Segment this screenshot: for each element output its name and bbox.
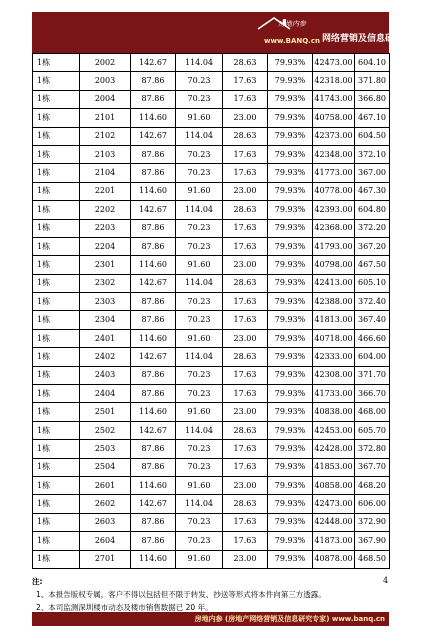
table-cell: 79.93% [268, 237, 313, 255]
table-cell: 372.20 [355, 219, 390, 237]
table-cell: 91.60 [176, 182, 223, 200]
table-cell: 70.23 [176, 72, 223, 90]
table-cell: 1栋 [33, 72, 80, 90]
table-cell: 17.63 [223, 293, 268, 311]
table-cell: 1栋 [33, 219, 80, 237]
table-cell: 114.60 [131, 182, 176, 200]
table-cell: 42348.00 [313, 145, 355, 163]
table-cell: 70.23 [176, 293, 223, 311]
table-cell: 42393.00 [313, 201, 355, 219]
table-cell: 2604 [80, 532, 131, 550]
table-cell: 79.93% [268, 293, 313, 311]
table-cell: 142.67 [131, 348, 176, 366]
table-cell: 2301 [80, 256, 131, 274]
header-slogan: 网络营销及信息研究专家 [322, 34, 422, 44]
table-cell: 28.63 [223, 127, 268, 145]
table-cell: 1栋 [33, 127, 80, 145]
table-cell: 1栋 [33, 476, 80, 494]
table-cell: 40718.00 [313, 329, 355, 347]
table-row [33, 440, 390, 458]
table-cell: 42308.00 [313, 366, 355, 384]
table-cell: 2003 [80, 72, 131, 90]
notes-block [32, 575, 382, 614]
table-cell: 1栋 [33, 513, 80, 531]
table-cell: 79.93% [268, 421, 313, 439]
table-cell: 114.04 [176, 274, 223, 292]
table-cell: 142.67 [131, 495, 176, 513]
table-cell: 79.93% [268, 385, 313, 403]
table-cell: 2204 [80, 237, 131, 255]
table-cell: 91.60 [176, 403, 223, 421]
table-cell: 17.63 [223, 164, 268, 182]
table-cell: 367.90 [355, 532, 390, 550]
table-cell: 41773.00 [313, 164, 355, 182]
table-cell: 70.23 [176, 385, 223, 403]
table-cell: 2201 [80, 182, 131, 200]
table-cell: 114.04 [176, 421, 223, 439]
table-cell: 2504 [80, 458, 131, 476]
table-cell: 87.86 [131, 164, 176, 182]
table-cell: 1栋 [33, 256, 80, 274]
table-cell: 41743.00 [313, 90, 355, 108]
table-cell: 42318.00 [313, 72, 355, 90]
table-cell: 467.50 [355, 256, 390, 274]
table-cell: 2403 [80, 366, 131, 384]
table-cell: 42428.00 [313, 440, 355, 458]
note-line: 1、本报告版权专属，客户不得以包括但不限于转发、抄送等形式将本件向第三方透露。 [36, 590, 326, 599]
table-cell: 468.50 [355, 550, 390, 568]
table-row [33, 421, 390, 439]
table-cell: 467.10 [355, 109, 390, 127]
table-cell: 2601 [80, 476, 131, 494]
table-row [33, 54, 390, 72]
table-cell: 605.70 [355, 421, 390, 439]
table-cell: 40758.00 [313, 109, 355, 127]
table-cell: 114.04 [176, 348, 223, 366]
table-cell: 17.63 [223, 458, 268, 476]
table-row [33, 201, 390, 219]
table-cell: 23.00 [223, 329, 268, 347]
table-cell: 1栋 [33, 293, 80, 311]
table-cell: 87.86 [131, 237, 176, 255]
table-cell: 366.80 [355, 90, 390, 108]
table-cell: 371.80 [355, 72, 390, 90]
table-cell: 17.63 [223, 311, 268, 329]
table-row [33, 366, 390, 384]
table-row [33, 476, 390, 494]
table-cell: 1栋 [33, 237, 80, 255]
table-cell: 42448.00 [313, 513, 355, 531]
table-cell: 87.86 [131, 458, 176, 476]
table-cell: 28.63 [223, 274, 268, 292]
table-row [33, 532, 390, 550]
table-cell: 367.20 [355, 237, 390, 255]
table-cell: 87.86 [131, 72, 176, 90]
table-row [33, 458, 390, 476]
table-cell: 23.00 [223, 550, 268, 568]
table-cell: 79.93% [268, 90, 313, 108]
table-cell: 17.63 [223, 72, 268, 90]
table-cell: 1栋 [33, 329, 80, 347]
table-cell: 70.23 [176, 145, 223, 163]
table-cell: 23.00 [223, 476, 268, 494]
table-cell: 366.70 [355, 385, 390, 403]
table-row [33, 219, 390, 237]
table-cell: 2202 [80, 201, 131, 219]
table-cell: 79.93% [268, 550, 313, 568]
table-cell: 79.93% [268, 329, 313, 347]
table-cell: 79.93% [268, 54, 313, 72]
table-cell: 1栋 [33, 109, 80, 127]
table-cell: 40838.00 [313, 403, 355, 421]
table-cell: 28.63 [223, 495, 268, 513]
table-row [33, 256, 390, 274]
table-cell: 91.60 [176, 476, 223, 494]
table-cell: 1栋 [33, 495, 80, 513]
table-cell: 42473.00 [313, 495, 355, 513]
table-cell: 367.40 [355, 311, 390, 329]
table-cell: 114.04 [176, 495, 223, 513]
table-cell: 1栋 [33, 182, 80, 200]
table-cell: 2503 [80, 440, 131, 458]
table-cell: 2304 [80, 311, 131, 329]
table-cell: 2102 [80, 127, 131, 145]
table-cell: 114.60 [131, 329, 176, 347]
table-cell: 1栋 [33, 274, 80, 292]
table-cell: 2004 [80, 90, 131, 108]
table-cell: 114.60 [131, 550, 176, 568]
table-cell: 70.23 [176, 219, 223, 237]
unit-price-table [32, 53, 390, 569]
table-cell: 40778.00 [313, 182, 355, 200]
table-cell: 79.93% [268, 513, 313, 531]
table-row [33, 495, 390, 513]
table-cell: 70.23 [176, 513, 223, 531]
table-cell: 371.70 [355, 366, 390, 384]
table-cell: 41813.00 [313, 311, 355, 329]
table-cell: 17.63 [223, 366, 268, 384]
table-cell: 79.93% [268, 495, 313, 513]
table-cell: 41853.00 [313, 458, 355, 476]
table-cell: 1栋 [33, 90, 80, 108]
table-cell: 17.63 [223, 219, 268, 237]
table-cell: 604.50 [355, 127, 390, 145]
notes-title: 注: [32, 577, 43, 586]
table-row [33, 127, 390, 145]
table-row [33, 293, 390, 311]
table-cell: 40878.00 [313, 550, 355, 568]
table-cell: 70.23 [176, 164, 223, 182]
table-cell: 1栋 [33, 145, 80, 163]
table-cell: 87.86 [131, 219, 176, 237]
table-cell: 1栋 [33, 403, 80, 421]
table-cell: 1栋 [33, 366, 80, 384]
table-cell: 79.93% [268, 476, 313, 494]
table-cell: 23.00 [223, 182, 268, 200]
table-row [33, 109, 390, 127]
site-url: www.BANQ.cn [264, 37, 320, 45]
table-cell: 2401 [80, 329, 131, 347]
table-cell: 79.93% [268, 366, 313, 384]
table-cell: 42473.00 [313, 54, 355, 72]
table-cell: 79.93% [268, 348, 313, 366]
table-row [33, 329, 390, 347]
table-cell: 1栋 [33, 164, 80, 182]
table-cell: 372.40 [355, 293, 390, 311]
table-row [33, 72, 390, 90]
table-cell: 70.23 [176, 311, 223, 329]
table-cell: 142.67 [131, 274, 176, 292]
table-cell: 79.93% [268, 458, 313, 476]
table-cell: 70.23 [176, 366, 223, 384]
table-cell: 1栋 [33, 421, 80, 439]
table-cell: 79.93% [268, 109, 313, 127]
table-cell: 2002 [80, 54, 131, 72]
table-cell: 70.23 [176, 458, 223, 476]
table-row [33, 403, 390, 421]
table-cell: 467.30 [355, 182, 390, 200]
table-cell: 79.93% [268, 274, 313, 292]
table-cell: 605.10 [355, 274, 390, 292]
table-cell: 87.86 [131, 90, 176, 108]
table-cell: 79.93% [268, 440, 313, 458]
table-row [33, 348, 390, 366]
table-cell: 79.93% [268, 532, 313, 550]
table-row [33, 311, 390, 329]
table-cell: 28.63 [223, 201, 268, 219]
table-cell: 79.93% [268, 219, 313, 237]
table-cell: 87.86 [131, 532, 176, 550]
table-cell: 114.60 [131, 403, 176, 421]
table-cell: 79.93% [268, 201, 313, 219]
table-row [33, 145, 390, 163]
table-cell: 468.20 [355, 476, 390, 494]
header-banner [32, 12, 422, 53]
table-cell: 367.00 [355, 164, 390, 182]
table-cell: 142.67 [131, 201, 176, 219]
table-cell: 42373.00 [313, 127, 355, 145]
table-cell: 468.00 [355, 403, 390, 421]
table-cell: 87.86 [131, 293, 176, 311]
table-cell: 2101 [80, 109, 131, 127]
table-cell: 2603 [80, 513, 131, 531]
table-cell: 23.00 [223, 256, 268, 274]
page-number: 4 [383, 576, 389, 585]
table-cell: 17.63 [223, 440, 268, 458]
table-cell: 142.67 [131, 54, 176, 72]
table-cell: 2701 [80, 550, 131, 568]
table-cell: 40858.00 [313, 476, 355, 494]
table-cell: 372.80 [355, 440, 390, 458]
table-cell: 87.86 [131, 385, 176, 403]
table-cell: 41873.00 [313, 532, 355, 550]
table-cell: 41733.00 [313, 385, 355, 403]
table-cell: 606.00 [355, 495, 390, 513]
brand-name: 房地内参 [278, 20, 306, 28]
table-cell: 114.60 [131, 256, 176, 274]
table-row [33, 164, 390, 182]
table-cell: 142.67 [131, 127, 176, 145]
table-cell: 28.63 [223, 421, 268, 439]
table-cell: 2502 [80, 421, 131, 439]
table-cell: 17.63 [223, 145, 268, 163]
table-cell: 367.70 [355, 458, 390, 476]
table-cell: 2402 [80, 348, 131, 366]
table-cell: 42388.00 [313, 293, 355, 311]
table-cell: 2203 [80, 219, 131, 237]
table-cell: 79.93% [268, 403, 313, 421]
table-cell: 604.80 [355, 201, 390, 219]
table-cell: 42368.00 [313, 219, 355, 237]
table-cell: 372.10 [355, 145, 390, 163]
table-cell: 604.10 [355, 54, 390, 72]
table-cell: 70.23 [176, 90, 223, 108]
table-cell: 114.04 [176, 127, 223, 145]
table-cell: 1栋 [33, 550, 80, 568]
table-cell: 87.86 [131, 440, 176, 458]
table-cell: 2302 [80, 274, 131, 292]
table-cell: 79.93% [268, 145, 313, 163]
table-cell: 1栋 [33, 54, 80, 72]
table-cell: 91.60 [176, 109, 223, 127]
table-row [33, 385, 390, 403]
table-cell: 79.93% [268, 256, 313, 274]
table-cell: 79.93% [268, 311, 313, 329]
table-cell: 79.93% [268, 164, 313, 182]
table-cell: 87.86 [131, 311, 176, 329]
table-cell: 41793.00 [313, 237, 355, 255]
table-cell: 114.60 [131, 109, 176, 127]
table-cell: 1栋 [33, 458, 80, 476]
table-cell: 17.63 [223, 532, 268, 550]
table-cell: 91.60 [176, 550, 223, 568]
table-cell: 2104 [80, 164, 131, 182]
table-cell: 372.90 [355, 513, 390, 531]
table-row [33, 237, 390, 255]
table-cell: 79.93% [268, 127, 313, 145]
table-cell: 114.60 [131, 476, 176, 494]
table-cell: 17.63 [223, 90, 268, 108]
table-cell: 42333.00 [313, 348, 355, 366]
table-cell: 1栋 [33, 440, 80, 458]
table-row [33, 550, 390, 568]
table-cell: 40798.00 [313, 256, 355, 274]
table-cell: 2501 [80, 403, 131, 421]
table-cell: 1栋 [33, 348, 80, 366]
table-row [33, 513, 390, 531]
table-cell: 79.93% [268, 182, 313, 200]
table-cell: 1栋 [33, 201, 80, 219]
table-cell: 70.23 [176, 237, 223, 255]
table-cell: 1栋 [33, 311, 80, 329]
table-cell: 42453.00 [313, 421, 355, 439]
table-cell: 2103 [80, 145, 131, 163]
table-cell: 17.63 [223, 237, 268, 255]
table-cell: 142.67 [131, 421, 176, 439]
table-cell: 2303 [80, 293, 131, 311]
table-cell: 114.04 [176, 54, 223, 72]
table-row [33, 274, 390, 292]
table-cell: 1栋 [33, 532, 80, 550]
table-row [33, 182, 390, 200]
table-cell: 70.23 [176, 440, 223, 458]
table-cell: 466.60 [355, 329, 390, 347]
table-cell: 87.86 [131, 366, 176, 384]
table-cell: 70.23 [176, 532, 223, 550]
table-cell: 114.04 [176, 201, 223, 219]
table-cell: 2602 [80, 495, 131, 513]
table-cell: 17.63 [223, 385, 268, 403]
table-cell: 87.86 [131, 513, 176, 531]
table-cell: 42413.00 [313, 274, 355, 292]
table-cell: 91.60 [176, 256, 223, 274]
table-cell: 2404 [80, 385, 131, 403]
table-cell: 604.00 [355, 348, 390, 366]
table-cell: 28.63 [223, 348, 268, 366]
table-cell: 79.93% [268, 72, 313, 90]
table-cell: 87.86 [131, 145, 176, 163]
note-line: 2、本司监测深圳楼市动态及楼市销售数据已 20 年。 [36, 603, 213, 612]
table-cell: 91.60 [176, 329, 223, 347]
table-cell: 23.00 [223, 403, 268, 421]
footer-banner: 房地内参 (房地产网络营销及信息研究专家) www.banq.cn [32, 612, 389, 626]
table-cell: 23.00 [223, 109, 268, 127]
table-row [33, 90, 390, 108]
table-cell: 28.63 [223, 54, 268, 72]
table-cell: 1栋 [33, 385, 80, 403]
table-cell: 17.63 [223, 513, 268, 531]
